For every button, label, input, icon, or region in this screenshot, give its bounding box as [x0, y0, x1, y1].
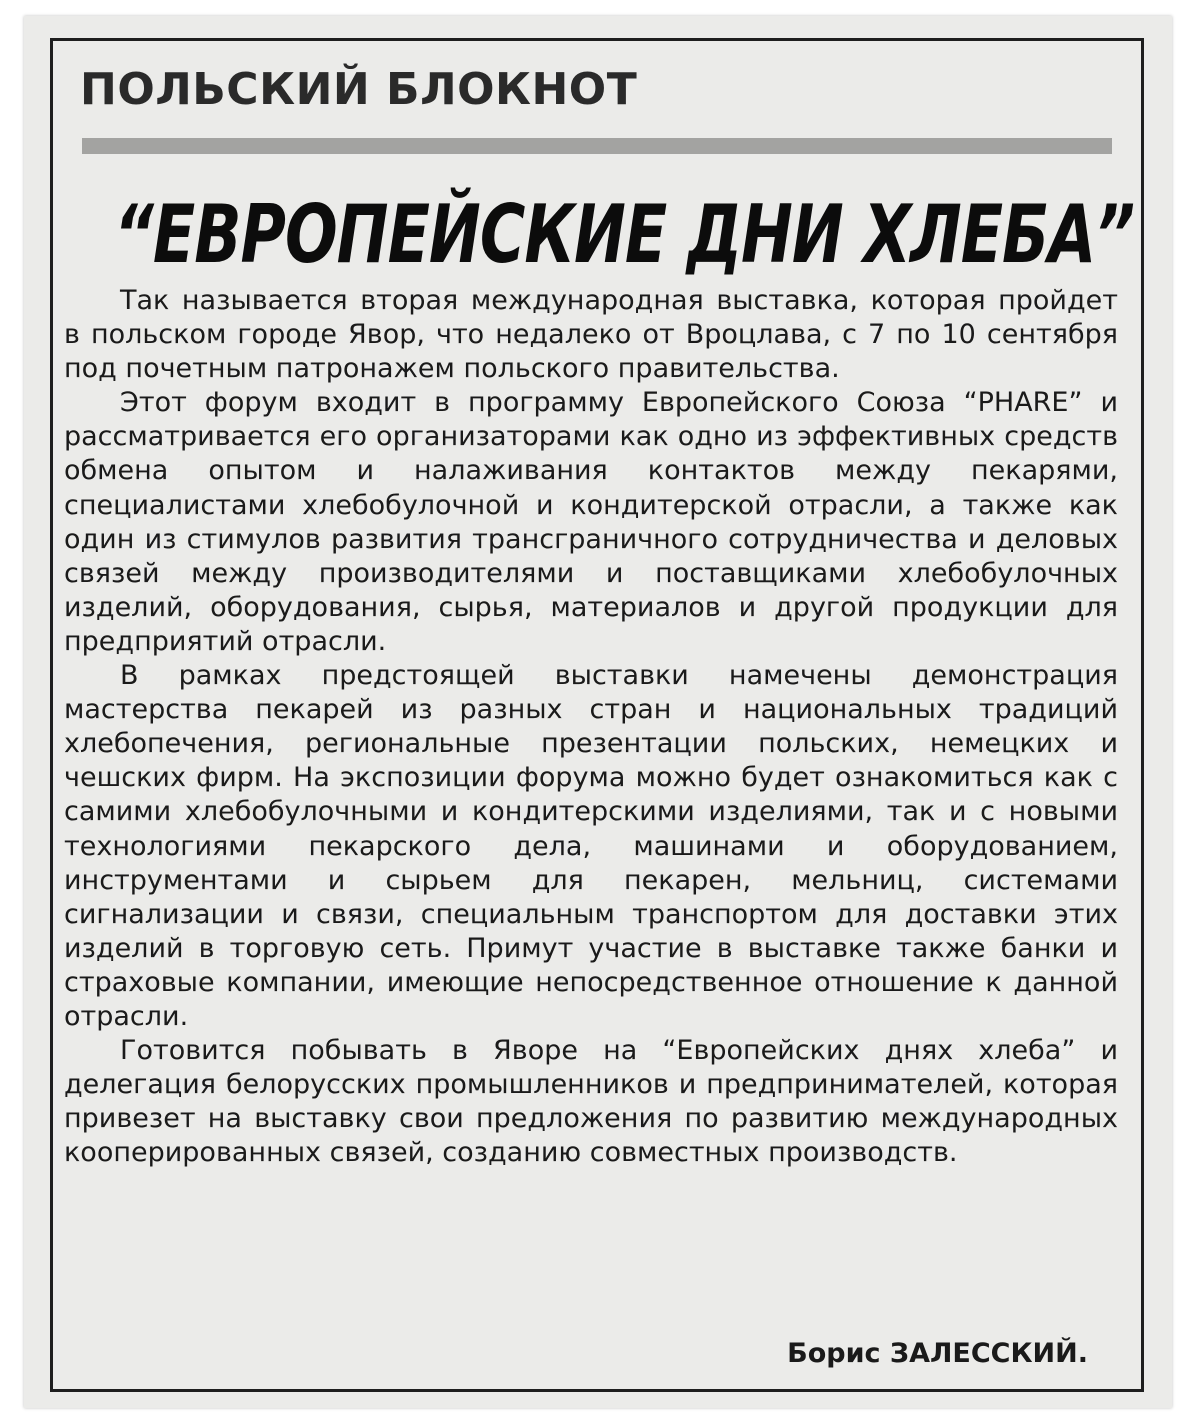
- article-headline: “ЕВРОПЕЙСКИЕ ДНИ ХЛЕБА”: [114, 186, 1135, 282]
- article-paragraph-1: Так называется вторая международная выставка, которая пройдет в польском городе Явор, что недалеко от Вроцлава, с 7 по 10 сентября под почетным патронажем польского правительства.: [64, 285, 1118, 385]
- rubric-title: ПОЛЬСКИЙ БЛОКНОТ: [80, 64, 638, 115]
- rubric-rule: [82, 138, 1112, 154]
- article-paragraph-3: В рамках предстоящей выставки намечены демонстрация мастерства пекарей из разных стран и национальных традиций хлебопечения, региональные презентации польских, немецких и чешских фирм. На экспозиции форума можно будет ознакомиться как с самими хлебобулочными и кондитерскими изделиями, так и с новыми технологиями пекарского дела, машинами и оборудованием, инструментами и сырьем для пекарен, мельниц, системами сигнализации и связи, специальным транспортом для доставки этих изделий в торговую сеть. Примут участие в выставке также банки и страховые компании, имеющие непосредственное отношение к данной отрасли.: [64, 660, 1118, 1032]
- newspaper-clipping: [24, 16, 1172, 1408]
- article-paragraph-4: Готовится побывать в Яворе на “Европейских днях хлеба” и делегация белорусских промышленников и предпринимателей, которая привезет на выставку свои предложения по развитию международных кооперированных связей, созданию совместных производств.: [64, 1035, 1118, 1169]
- author-byline: Борис ЗАЛЕССКИЙ.: [787, 1338, 1088, 1369]
- article-body: [64, 284, 1118, 1170]
- article-paragraph-2: Этот форум входит в программу Европейского Союза “PHARE” и рассматривается его организаторами как одно из эффективных средств обмена опытом и налаживания контактов между пекарями, специалистами хлебобулочной и кондитерской отрасли, а также как один из стимулов развития трансграничного сотрудничества и деловых связей между производителями и поставщиками хлебобулочных изделий, оборудования, сырья, материалов и другой продукции для предприятий отрасли.: [64, 387, 1118, 657]
